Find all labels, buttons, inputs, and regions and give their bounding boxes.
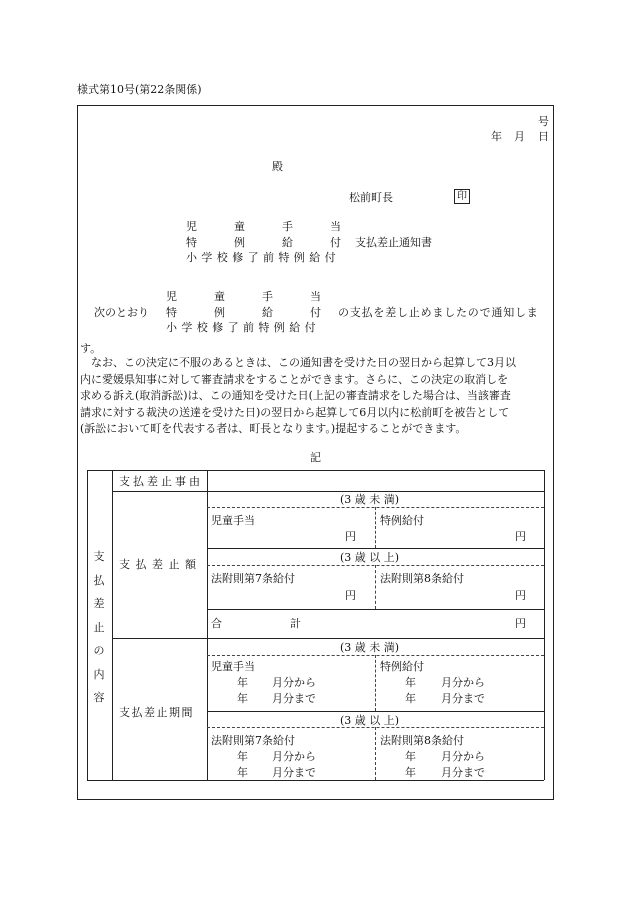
title-char: 童 (234, 220, 245, 233)
body-tail: の支払を差し止めましたので通知しま (338, 306, 539, 319)
title-char: 付 (330, 236, 341, 249)
title-char: 例 (234, 236, 245, 249)
title-line-1 (186, 221, 341, 232)
title-char: 特 (186, 236, 197, 249)
table-dashed-line (375, 565, 376, 609)
over3-header: (3 歳 以 上) (340, 714, 400, 727)
total-label-1: 合 (211, 617, 222, 630)
table-line (87, 470, 544, 471)
period-from-year: 年 (237, 750, 248, 763)
ki-heading: 記 (310, 451, 321, 464)
yen-unit: 円 (345, 530, 356, 543)
seal-stamp: 印 (454, 189, 470, 204)
body-char: 例 (214, 306, 225, 319)
yen-unit: 円 (515, 617, 526, 630)
table-line (112, 638, 544, 639)
period-to-text: 月分まで (441, 766, 485, 779)
title-suffix: 支払差止通知書 (355, 236, 432, 249)
tokurei-kyufu-label: 特例給付 (380, 514, 424, 527)
side-char: 内 (93, 667, 105, 681)
side-char: 止 (93, 620, 105, 634)
notice-line: なお、この決定に不服のあるときは、この通知書を受けた日の翌日から起算して3月以 (91, 356, 516, 369)
period-from-text: 月分から (272, 676, 316, 689)
notice-line: (訴訟において町を代表する者は、町長となります。)提起することができます。 (80, 422, 467, 435)
title-line-3: 小学校修了前特例給付 (186, 251, 340, 264)
period-to-year: 年 (237, 692, 248, 705)
table-dashed-line (375, 507, 376, 548)
table-line (207, 470, 208, 780)
total-label-2: 計 (290, 617, 301, 630)
period-from-text: 月分から (441, 750, 485, 763)
body-char: 当 (310, 290, 321, 303)
body-char: 童 (214, 290, 225, 303)
title-char: 児 (186, 220, 197, 233)
amount-label: 支払差止額 (119, 558, 202, 571)
body-line-2 (166, 307, 321, 318)
fusoku7-label: 法附則第7条給付 (211, 572, 295, 585)
date-year: 年 (491, 130, 502, 143)
table-line (87, 780, 544, 781)
notice-line: 請求に対する裁決の送達を受けた日)の翌日から起算して6月以内に松前町を被告として (80, 405, 510, 419)
period-to-text: 月分まで (441, 692, 485, 705)
over3-header: (3 歳 以 上) (340, 551, 400, 564)
yen-unit: 円 (515, 530, 526, 543)
table-line (207, 548, 544, 549)
body-lead: 次のとおり (94, 306, 149, 319)
table-side-label (90, 548, 108, 713)
period-from-text: 月分から (272, 750, 316, 763)
body-end: す。 (80, 342, 102, 355)
side-char: 差 (93, 597, 105, 610)
fusoku7-label: 法附則第7条給付 (211, 734, 295, 747)
jido-teate-label: 児童手当 (211, 514, 255, 527)
under3-header: (3 歳 未 満) (340, 493, 400, 506)
tokurei-kyufu-label: 特例給付 (380, 660, 424, 673)
yen-unit: 円 (515, 589, 526, 602)
period-from-year: 年 (405, 750, 416, 763)
table-line (87, 470, 88, 780)
title-line-2 (186, 237, 341, 248)
side-char: の (93, 644, 105, 657)
fusoku8-label: 法附則第8条給付 (380, 572, 464, 585)
title-char: 当 (330, 220, 341, 233)
body-char: 付 (310, 306, 321, 319)
table-dashed-line (375, 727, 376, 780)
body-line-3: 小学校修了前特例給付 (166, 321, 320, 334)
body-char: 児 (166, 290, 177, 303)
side-char: 容 (93, 691, 105, 704)
title-char: 手 (282, 220, 293, 233)
period-from-year: 年 (237, 676, 248, 689)
table-line (112, 491, 544, 492)
notice-line: 求める訴え(取消訴訟)は、この通知を受けた日(上記の審査請求をした場合は、当該審査 (80, 389, 511, 402)
period-to-text: 月分まで (272, 692, 316, 705)
body-char: 特 (166, 306, 177, 319)
table-line (207, 711, 544, 712)
yen-unit: 円 (345, 589, 356, 602)
body-char: 手 (262, 290, 273, 303)
body-line-1 (166, 291, 321, 302)
side-char: 支 (93, 550, 105, 563)
date-day: 日 (538, 130, 549, 143)
form-number-label: 様式第10号(第22条関係) (77, 83, 202, 96)
table-line (112, 470, 113, 780)
period-to-year: 年 (237, 766, 248, 779)
period-to-text: 月分まで (272, 766, 316, 779)
addressee-suffix: 殿 (272, 160, 283, 173)
issuer-name: 松前町長 (349, 191, 393, 204)
date-month: 月 (514, 130, 525, 143)
period-from-year: 年 (405, 676, 416, 689)
period-to-year: 年 (405, 692, 416, 705)
reason-label: 支払差止事由 (119, 475, 203, 488)
period-from-text: 月分から (441, 676, 485, 689)
period-label: 支払差止期間 (119, 706, 194, 719)
notice-line: 内に愛媛県知事に対して審査請求をすることができます。さらに、この決定の取消しを (80, 372, 509, 386)
notice-paragraph (80, 355, 516, 438)
under3-header: (3 歳 未 満) (340, 641, 400, 654)
jido-teate-label: 児童手当 (211, 660, 255, 673)
table-line (544, 470, 545, 780)
table-dashed-line (375, 655, 376, 711)
side-char: 払 (93, 573, 105, 587)
period-to-year: 年 (405, 766, 416, 779)
title-char: 給 (282, 236, 293, 249)
table-line (207, 609, 544, 610)
fusoku8-label: 法附則第8条給付 (380, 734, 464, 747)
number-suffix: 号 (538, 115, 549, 128)
body-char: 給 (262, 306, 273, 319)
